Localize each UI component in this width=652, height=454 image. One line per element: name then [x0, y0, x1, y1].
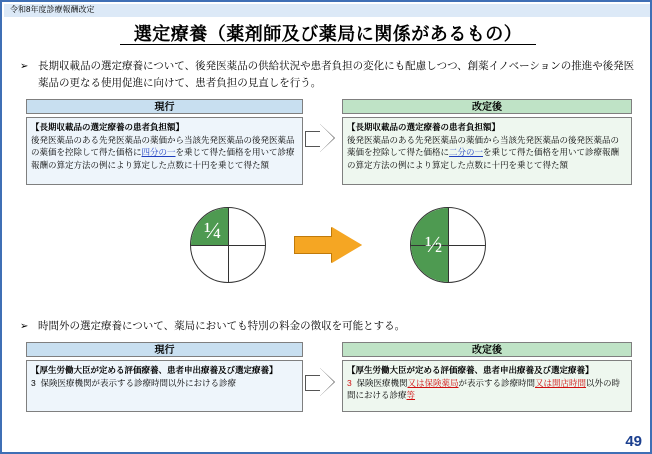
section1-current-header: 現行	[26, 99, 303, 114]
change-arrow	[294, 227, 364, 263]
section1-current-body-post: を乗じて得た価格を用いて診療報酬の算定方法の例により算定した点数に十円を乗じて得た額	[31, 147, 295, 170]
section1-revised-body-pre: 後発医薬品のある先発医薬品の薬価から当該先発医薬品の後発医薬品の薬価を控除して得た価格に	[347, 134, 620, 157]
document-kicker: 令和8年度診療報酬改定	[10, 5, 95, 14]
current-ratio-pie	[190, 207, 266, 283]
section2-revised-add2: 又は開店時間	[535, 377, 587, 388]
title-underline	[120, 44, 536, 45]
section1-revised-body-post: を乗じて得た価格を用いて診療報酬の算定方法の例により算定した点数に十円を乗じて得た額	[347, 147, 620, 170]
section2-current-heading: 【厚生労働大臣が定める評価療養、患者申出療養及び選定療養】	[31, 365, 278, 375]
section2-revised-box	[342, 360, 632, 412]
section1-revised-header: 改定後	[342, 99, 632, 114]
section2-revised-add1: 又は保険薬局	[407, 377, 459, 388]
section1-current-box	[26, 117, 303, 185]
section2-revised-item-post: 以外の時間における診療	[347, 377, 621, 400]
section2-revised-heading: 【厚生労働大臣が定める評価療養、患者申出療養及び選定療養】	[347, 365, 594, 375]
header-band	[4, 4, 650, 17]
section1-current-emphasis: 四分の一	[141, 147, 176, 157]
section1-bullet	[20, 58, 636, 92]
section1-current-heading: 【長期収載品の選定療養の患者負担額】	[31, 122, 185, 132]
section2-bullet	[20, 318, 636, 335]
section2-bullet-text: 時間外の選定療養について、薬局においても特別の料金の徴収を可能とする。	[38, 320, 406, 332]
current-fraction-label: ¼	[204, 218, 222, 243]
section1-revised-box	[342, 117, 632, 185]
section2-revised-item-no: 3	[347, 377, 352, 388]
section2-revised-add3: 等	[406, 390, 416, 400]
section2-current-header: 現行	[26, 342, 303, 357]
section1-revised-heading: 【長期収載品の選定療養の患者負担額】	[347, 122, 501, 132]
bullet-marker-2: ➢	[20, 321, 29, 332]
section1-revised-emphasis: 二分の一	[449, 147, 484, 157]
revised-ratio-pie	[410, 207, 486, 283]
revised-fraction-label: ½	[425, 232, 443, 257]
bullet-marker-1: ➢	[20, 61, 29, 72]
section2-current-item-no: 3	[31, 377, 36, 388]
section2-revised-item-mid: が表示する診療時間	[458, 377, 536, 388]
section2-current-box	[26, 360, 303, 412]
page-title: 選定療養（薬剤師及び薬局に関係があるもの）	[133, 24, 523, 44]
section2-transition-arrow	[305, 368, 339, 396]
section1-bullet-text: 長期収載品の選定療養について、後発医薬品の供給状況や患者負担の変化にも配慮しつつ、創薬イノベーションの推進や後発医薬品の更なる使用促進に向けて、患者負担の見直しを行う。	[38, 60, 635, 89]
section2-current-item-text: 保険医療機関が表示する診療時間以外における診療	[40, 377, 236, 388]
section2-revised-header: 改定後	[342, 342, 632, 357]
section1-current-body-pre: 後発医薬品のある先発医薬品の薬価から当該先発医薬品の後発医薬品の薬価を控除して得た価格に	[31, 134, 295, 157]
page-number: 49	[625, 433, 642, 450]
section1-transition-arrow	[305, 124, 339, 152]
section2-revised-item-pre: 保険医療機関	[356, 377, 408, 388]
